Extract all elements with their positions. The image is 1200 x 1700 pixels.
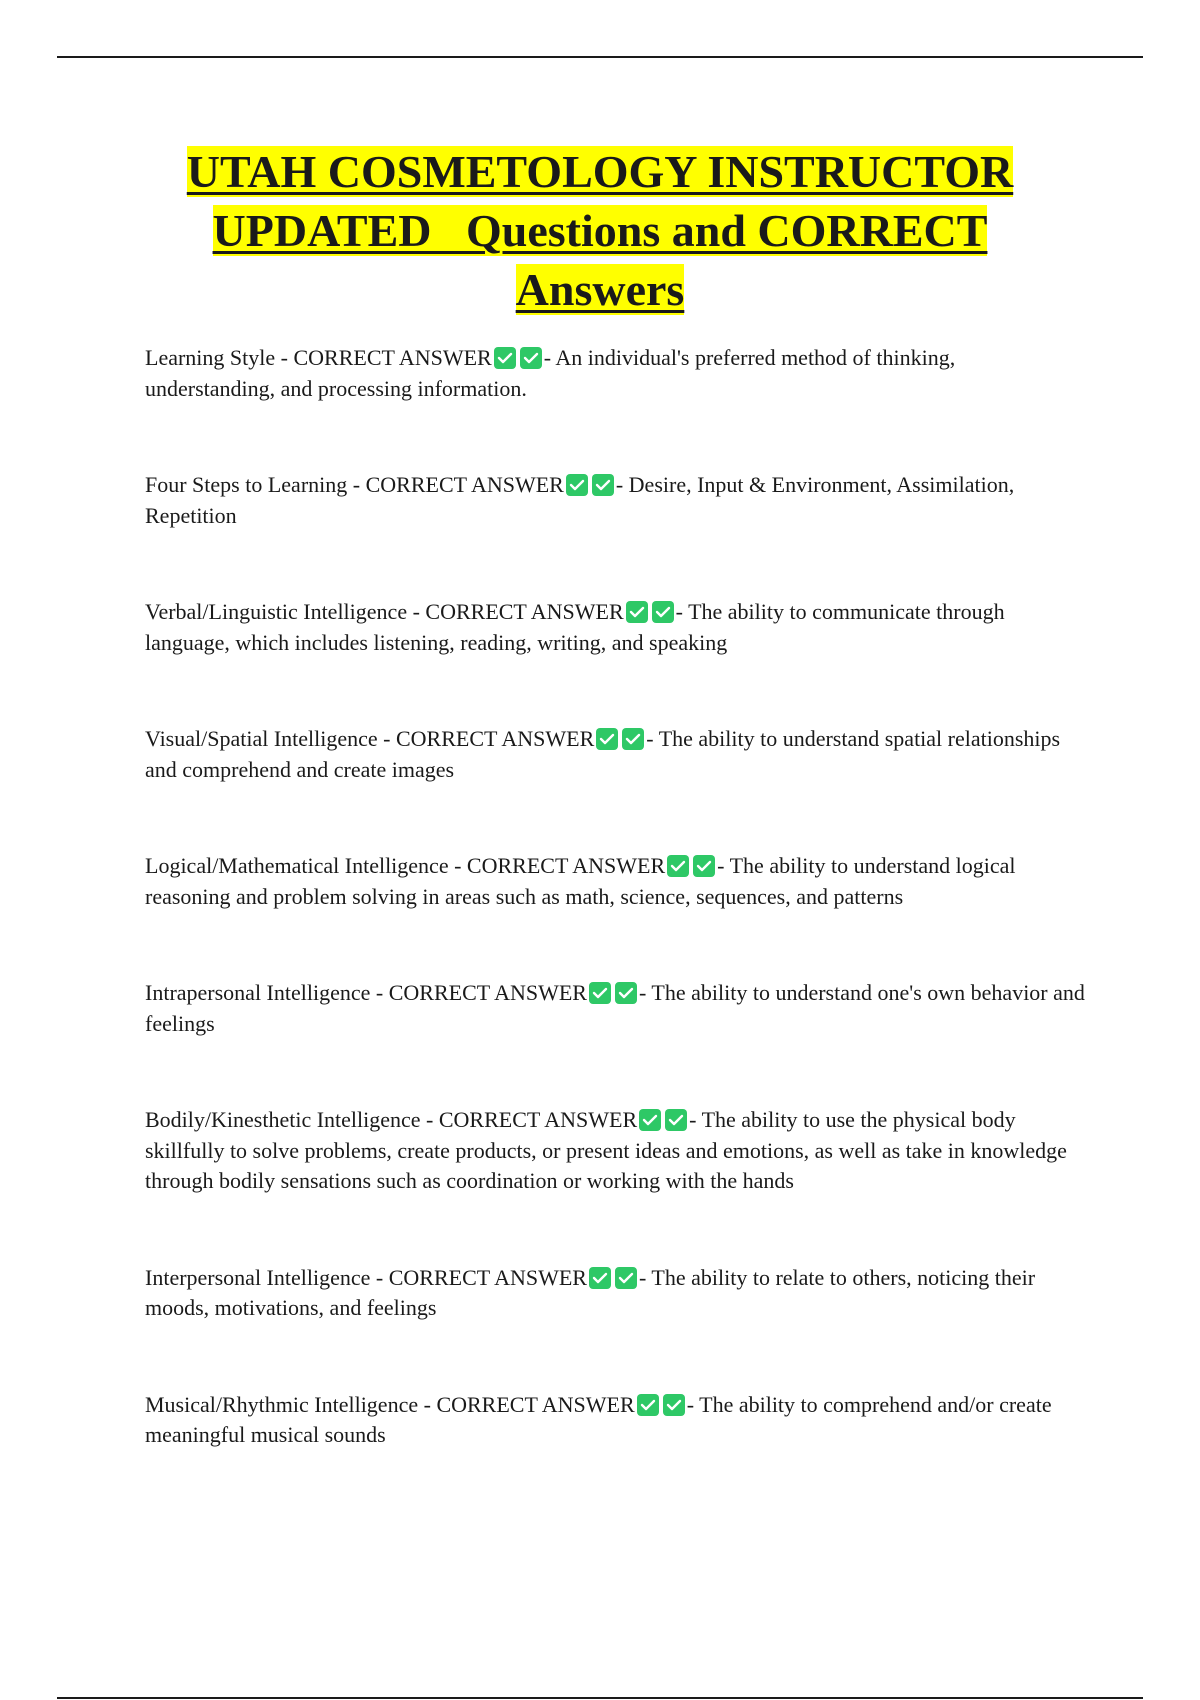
qa-term: Four Steps to Learning	[145, 472, 348, 497]
qa-definition: The ability to use the physical body skillfully to solve problems, create products, or present ideas and emotions, as well as take in knowledge through bodily sensations such as coordination or working with the hands	[145, 1107, 1067, 1193]
qa-item-four-steps: Four Steps to Learning - CORRECT ANSWER - Desire, Input & Environment, Assimilation, Repetition	[145, 472, 1015, 528]
qa-term: Logical/Mathematical Intelligence	[145, 853, 449, 878]
document-title	[100, 142, 1100, 319]
qa-marker: CORRECT ANSWER	[388, 980, 587, 1005]
qa-marker: CORRECT ANSWER	[425, 599, 624, 624]
check-icon	[596, 728, 618, 750]
qa-marker: CORRECT ANSWER	[365, 472, 564, 497]
qa-definition: An individual's preferred method of thinking, understanding, and processing information.	[145, 345, 956, 401]
qa-term: Learning Style	[145, 345, 276, 370]
qa-definition: The ability to communicate through language, which includes listening, reading, writing, and speaking	[145, 599, 1005, 655]
qa-item-verbal-linguistic: Verbal/Linguistic Intelligence - CORRECT ANSWER - The ability to communicate through language, which includes listening, reading, writing, and speaking	[145, 599, 1005, 655]
qa-marker: CORRECT ANSWER	[396, 726, 595, 751]
check-icon	[626, 601, 648, 623]
check-icon	[566, 474, 588, 496]
check-icon	[652, 601, 674, 623]
check-icon	[494, 347, 516, 369]
qa-marker: CORRECT ANSWER	[388, 1264, 587, 1290]
qa-term: Bodily/Kinesthetic Intelligence	[145, 1107, 421, 1132]
check-icon	[639, 1109, 661, 1131]
title-line-3: Answers	[515, 264, 685, 315]
qa-term: Interpersonal Intelligence	[145, 1264, 371, 1290]
check-icon	[615, 982, 637, 1004]
check-icon	[589, 1267, 611, 1289]
check-icon	[622, 728, 644, 750]
qa-item-visual-spatial: Visual/Spatial Intelligence - CORRECT ANSWER - The ability to understand spatial relationships and comprehend and create images	[145, 726, 1061, 782]
qa-item-musical-rhythmic: Musical/Rhythmic Intelligence - CORRECT ANSWER - The ability to comprehend and/or create meaningful musical sounds	[145, 1391, 1052, 1447]
qa-marker: CORRECT ANSWER	[466, 853, 666, 878]
qa-marker: CORRECT ANSWER	[438, 1107, 638, 1132]
check-icon	[615, 1267, 637, 1289]
qa-list	[145, 343, 1090, 1451]
top-rule	[57, 56, 1143, 58]
check-icon	[520, 347, 542, 369]
title-line-2: UPDATED Questions and CORRECT	[212, 205, 988, 256]
qa-definition: The ability to relate to others, noticing their moods, motivations, and feelings	[145, 1264, 1036, 1320]
check-icon	[592, 474, 614, 496]
qa-marker: CORRECT ANSWER	[293, 345, 492, 370]
qa-item-intrapersonal: Intrapersonal Intelligence - CORRECT ANSWER - The ability to understand one's own behavior and feelings	[145, 980, 1085, 1036]
qa-term: Intrapersonal Intelligence	[145, 980, 371, 1005]
check-icon	[665, 1109, 687, 1131]
qa-term: Visual/Spatial Intelligence	[145, 726, 378, 751]
check-icon	[637, 1394, 659, 1416]
qa-term: Musical/Rhythmic Intelligence	[145, 1391, 419, 1417]
qa-definition: The ability to comprehend and/or create meaningful musical sounds	[145, 1391, 1052, 1447]
qa-item-interpersonal: Interpersonal Intelligence - CORRECT ANSWER - The ability to relate to others, noticing their moods, motivations, and feelings	[145, 1264, 1036, 1320]
check-icon	[589, 982, 611, 1004]
check-icon	[667, 855, 689, 877]
bottom-rule	[57, 1697, 1143, 1699]
qa-definition: The ability to understand logical reasoning and problem solving in areas such as math, science, sequences, and patterns	[145, 853, 1016, 909]
qa-definition: The ability to understand one's own behavior and feelings	[145, 980, 1085, 1036]
qa-definition: The ability to understand spatial relationships and comprehend and create images	[145, 726, 1061, 782]
qa-marker: CORRECT ANSWER	[436, 1391, 635, 1417]
check-icon	[693, 855, 715, 877]
title-line-1: UTAH COSMETOLOGY INSTRUCTOR	[186, 146, 1014, 197]
check-icon	[663, 1394, 685, 1416]
qa-item-learning-style: Learning Style - CORRECT ANSWER - An individual's preferred method of thinking, understanding, and processing information.	[145, 345, 956, 401]
qa-item-logical-mathematical: Logical/Mathematical Intelligence - CORRECT ANSWER - The ability to understand logical reasoning and problem solving in areas such as math, science, sequences, and patterns	[145, 853, 1016, 909]
qa-definition: Desire, Input & Environment, Assimilation, Repetition	[145, 472, 1015, 528]
qa-term: Verbal/Linguistic Intelligence	[145, 599, 408, 624]
qa-item-bodily-kinesthetic: Bodily/Kinesthetic Intelligence - CORRECT ANSWER - The ability to use the physical body skillfully to solve problems, create products, or present ideas and emotions, as well as take in knowledge through bodily sensations such as coordination or working with the hands	[145, 1107, 1067, 1193]
